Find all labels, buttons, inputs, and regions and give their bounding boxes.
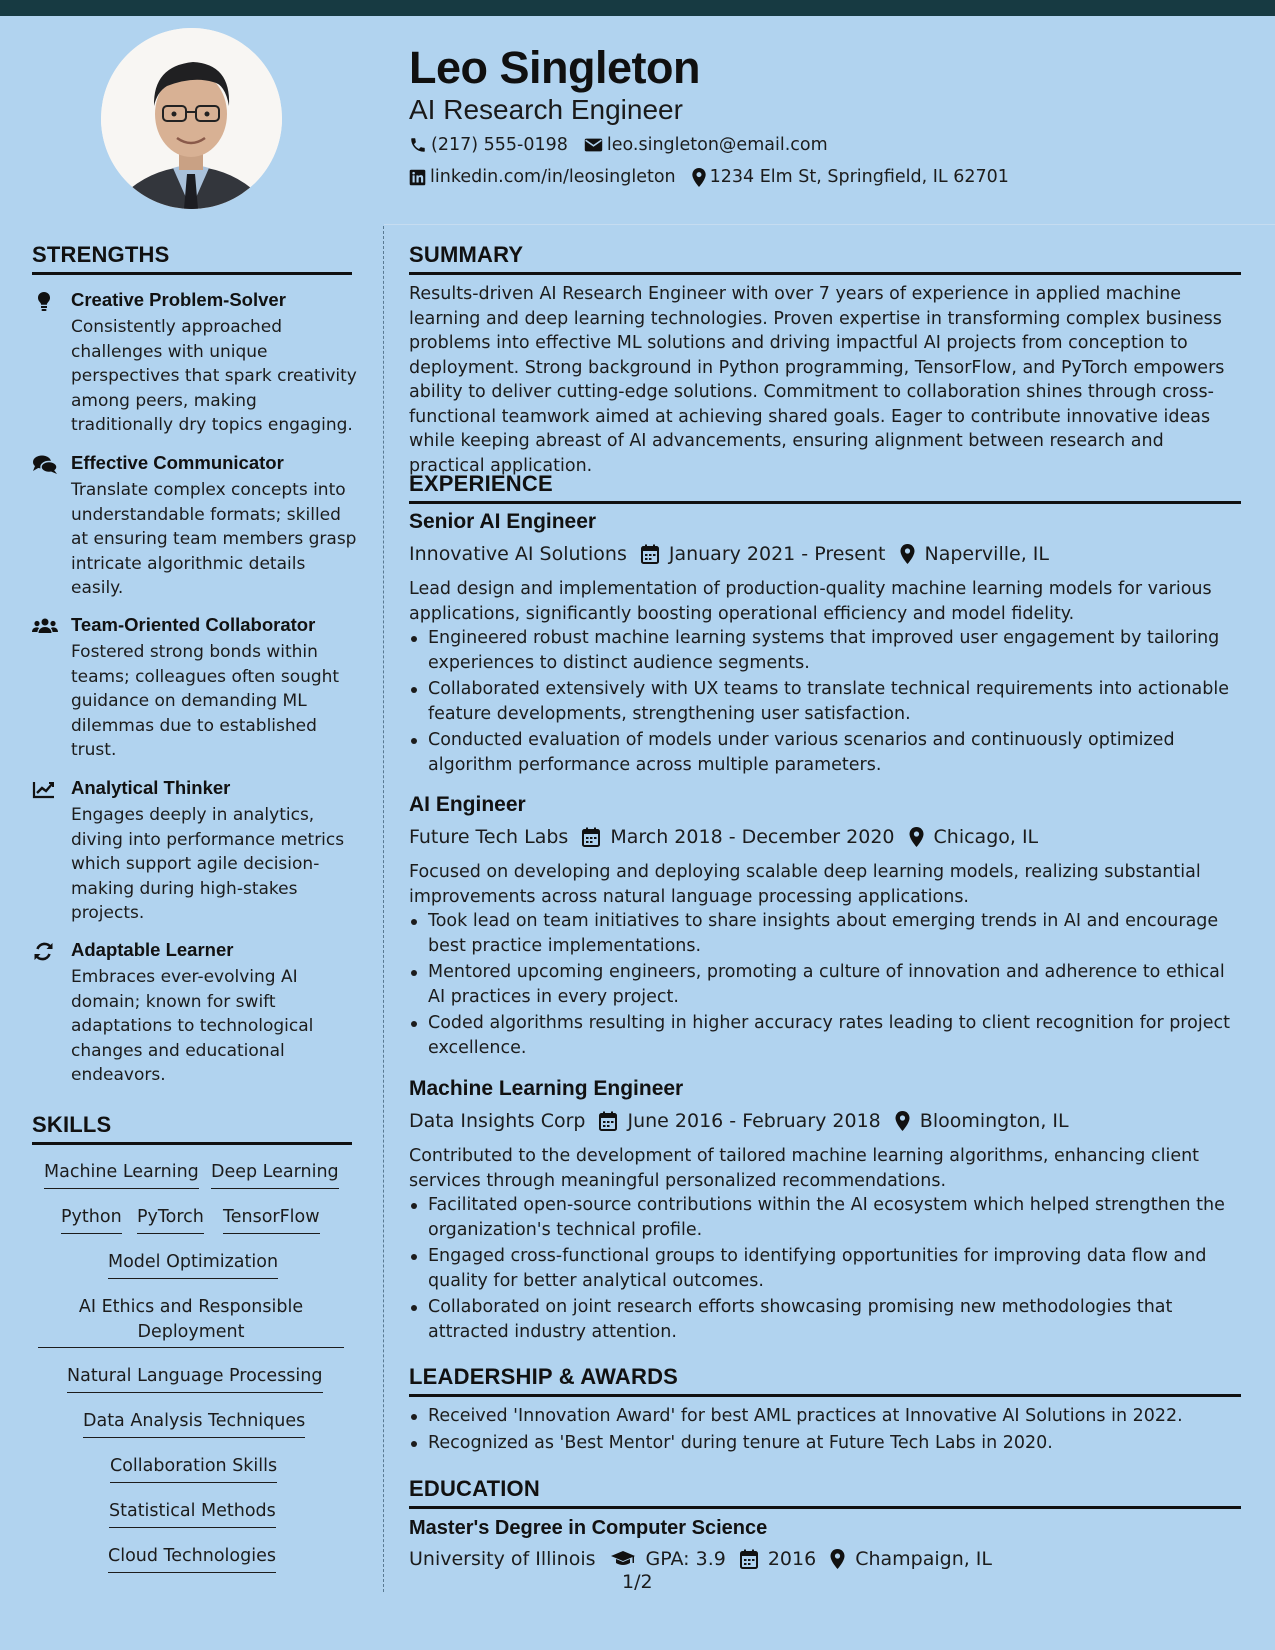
summary-text: Results-driven AI Research Engineer with over 7 years of experience in applied machine learning and deep learning technologies. Proven expertise in transforming complex business problems into effective ML solutions and driving impactful AI projects from conception to deployment. Strong background in Python programming, TensorFlow, and PyTorch empowers ability to deliver cutting-edge solutions. Commitment to collaboration shines through cross-functional teamwork aimed at achieving shared goals. Eager to contribute innovative ideas while keeping abreast of AI advancements, ensuring alignment between research and practical application. <box>409 284 1225 476</box>
address-text: 1234 Elm St, Springfield, IL 62701 <box>709 167 1009 187</box>
job-description: Focused on developing and deploying scalable deep learning models, realizing substantial improvements across natural language processing applications. <box>409 862 1201 907</box>
address-contact <box>692 167 1009 187</box>
degree-title: Master's Degree in Computer Science <box>409 1517 768 1539</box>
calendar-icon <box>599 1111 617 1131</box>
strengths-heading: STRENGTHS <box>32 242 170 267</box>
summary-rule <box>409 272 1241 275</box>
top-accent-bar <box>0 0 1275 16</box>
bullet-item: Recognized as 'Best Mentor' during tenure at Future Tech Labs in 2020. <box>409 1431 1239 1456</box>
map-marker-icon <box>909 827 924 847</box>
skill-tag: Python <box>61 1205 122 1234</box>
sync-icon <box>32 941 58 963</box>
skill-tag: Statistical Methods <box>109 1499 276 1528</box>
job-location <box>909 826 1039 848</box>
job-dates <box>599 1110 880 1132</box>
strength-desc: Fostered strong bonds within teams; colleagues often sought guidance on demanding ML dilemmas due to established trust. <box>71 642 340 760</box>
gpa-text: GPA: 3.9 <box>645 1548 726 1570</box>
skill-tag: Cloud Technologies <box>108 1544 276 1573</box>
job-location-text: Naperville, IL <box>924 543 1049 565</box>
phone-text[interactable]: (217) 555-0198 <box>431 135 568 155</box>
profile-photo <box>101 28 282 209</box>
job-meta <box>409 826 1052 848</box>
candidate-name: Leo Singleton <box>409 42 700 93</box>
education-location-text: Champaign, IL <box>855 1548 993 1570</box>
gpa <box>610 1548 726 1570</box>
summary-heading: SUMMARY <box>409 242 524 267</box>
header-divider <box>384 224 1275 225</box>
bullet-item: Mentored upcoming engineers, promoting a culture of innovation and adherence to ethical AI practices in every project. <box>409 960 1239 1009</box>
education-meta <box>409 1548 1006 1570</box>
linkedin-text[interactable]: linkedin.com/in/leosingleton <box>430 167 676 187</box>
skill-tag: Machine Learning <box>44 1160 199 1189</box>
job-bullets <box>409 909 1239 1062</box>
education-location <box>830 1548 992 1570</box>
job-company: Data Insights Corp <box>409 1110 586 1132</box>
job-dates-text: January 2021 - Present <box>668 543 886 565</box>
job-location-text: Chicago, IL <box>933 826 1039 848</box>
linkedin-icon <box>409 169 426 186</box>
bullet-item: Collaborated on joint research efforts showcasing promising new methodologies that attracted industry attention. <box>409 1295 1239 1344</box>
strength-desc: Consistently approached challenges with unique perspectives that spark creativity among peers, making traditionally dry topics engaging. <box>71 317 357 435</box>
experience-heading: EXPERIENCE <box>409 471 553 496</box>
job-bullets <box>409 1193 1239 1346</box>
job-description: Contributed to the development of tailored machine learning algorithms, enhancing client services through meaningful personalized recommendations. <box>409 1146 1200 1191</box>
envelope-icon <box>584 137 603 153</box>
strength-title: Analytical Thinker <box>71 777 231 798</box>
email-contact <box>584 135 828 155</box>
skill-tag: Natural Language Processing <box>67 1364 323 1393</box>
job-title: AI Engineer <box>409 793 526 816</box>
strength-title: Creative Problem-Solver <box>71 289 286 310</box>
skill-tag: AI Ethics and Responsible Deployment <box>38 1295 344 1348</box>
phone-contact <box>409 135 568 155</box>
skill-tag: Data Analysis Techniques <box>83 1409 305 1438</box>
comments-icon <box>32 454 58 476</box>
contact-row-2 <box>409 167 1025 187</box>
skill-tag: PyTorch <box>137 1205 204 1234</box>
bullet-item: Collaborated extensively with UX teams to translate technical requirements into actionable feature developments, strengthening user satisfaction. <box>409 677 1239 726</box>
job-title: Machine Learning Engineer <box>409 1077 684 1100</box>
map-marker-icon <box>895 1111 910 1131</box>
school-name: University of Illinois <box>409 1548 596 1570</box>
job-company: Innovative AI Solutions <box>409 543 627 565</box>
bullet-item: Received 'Innovation Award' for best AML practices at Innovative AI Solutions in 2022. <box>409 1404 1239 1429</box>
strength-desc: Embraces ever-evolving AI domain; known for swift adaptations to technological changes and educational endeavors. <box>71 967 314 1085</box>
experience-rule <box>409 501 1241 504</box>
strength-title: Team-Oriented Collaborator <box>71 614 316 635</box>
map-marker-icon <box>692 168 706 187</box>
education-heading: EDUCATION <box>409 1476 540 1501</box>
bullet-item: Took lead on team initiatives to share insights about emerging trends in AI and encourage best practice implementations. <box>409 909 1239 958</box>
skill-tag: Collaboration Skills <box>110 1454 277 1483</box>
strength-desc: Engages deeply in analytics, diving into performance metrics which support agile decision-making during high-stakes projects. <box>71 805 345 923</box>
calendar-icon <box>740 1549 758 1569</box>
skills-heading: SKILLS <box>32 1112 112 1137</box>
calendar-icon <box>582 827 600 847</box>
phone-icon <box>409 136 427 154</box>
strengths-rule <box>32 272 352 275</box>
leadership-rule <box>409 1394 1241 1397</box>
job-location <box>900 543 1049 565</box>
chart-line-icon <box>32 779 58 801</box>
bullet-item: Conducted evaluation of models under various scenarios and continuously optimized algorithm performance across multiple parameters. <box>409 728 1239 777</box>
leadership-heading: LEADERSHIP & AWARDS <box>409 1364 679 1389</box>
bullet-item: Engaged cross-functional groups to identifying opportunities for improving data flow and quality for better analytical outcomes. <box>409 1244 1239 1293</box>
contact-row-1 <box>409 135 844 155</box>
candidate-title: AI Research Engineer <box>409 94 683 125</box>
email-text[interactable]: leo.singleton@email.com <box>606 135 828 155</box>
job-meta <box>409 1110 1083 1132</box>
calendar-icon <box>641 544 659 564</box>
map-marker-icon <box>830 1549 845 1569</box>
strength-title: Adaptable Learner <box>71 939 234 960</box>
strength-title: Effective Communicator <box>71 452 284 473</box>
map-marker-icon <box>900 544 915 564</box>
education-year <box>740 1548 816 1570</box>
leadership-bullets <box>409 1404 1239 1457</box>
education-rule <box>409 1506 1241 1509</box>
education-year-text: 2016 <box>767 1548 817 1570</box>
bullet-item: Facilitated open-source contributions within the AI ecosystem which helped strengthen the organization's technical profile. <box>409 1193 1239 1242</box>
job-location <box>895 1110 1069 1132</box>
job-bullets <box>409 626 1239 779</box>
skills-rule <box>32 1142 352 1145</box>
job-dates <box>582 826 894 848</box>
job-dates-text: June 2016 - February 2018 <box>627 1110 881 1132</box>
job-location-text: Bloomington, IL <box>919 1110 1069 1132</box>
bullet-item: Engineered robust machine learning systems that improved user engagement by tailoring experiences to distinct audience segments. <box>409 626 1239 675</box>
users-icon <box>32 616 58 638</box>
graduation-cap-icon <box>610 1550 636 1568</box>
linkedin-contact <box>409 167 676 187</box>
column-divider <box>383 226 384 1592</box>
strength-desc: Translate complex concepts into understandable formats; skilled at ensuring team members grasp intricate algorithmic details easily. <box>71 480 357 598</box>
job-title: Senior AI Engineer <box>409 510 597 533</box>
skill-tag: Deep Learning <box>211 1160 339 1189</box>
job-dates <box>641 543 886 565</box>
lightbulb-icon <box>32 291 58 313</box>
page-number: 1/2 <box>622 1571 653 1593</box>
job-company: Future Tech Labs <box>409 826 569 848</box>
job-dates-text: March 2018 - December 2020 <box>610 826 895 848</box>
skill-tag: Model Optimization <box>108 1250 278 1279</box>
job-description: Lead design and implementation of production-quality machine learning models for various applications, significantly boosting operational efficiency and model fidelity. <box>409 579 1212 624</box>
job-meta <box>409 543 1063 565</box>
skill-tag: TensorFlow <box>223 1205 320 1234</box>
bullet-item: Coded algorithms resulting in higher accuracy rates leading to client recognition for project excellence. <box>409 1011 1239 1060</box>
